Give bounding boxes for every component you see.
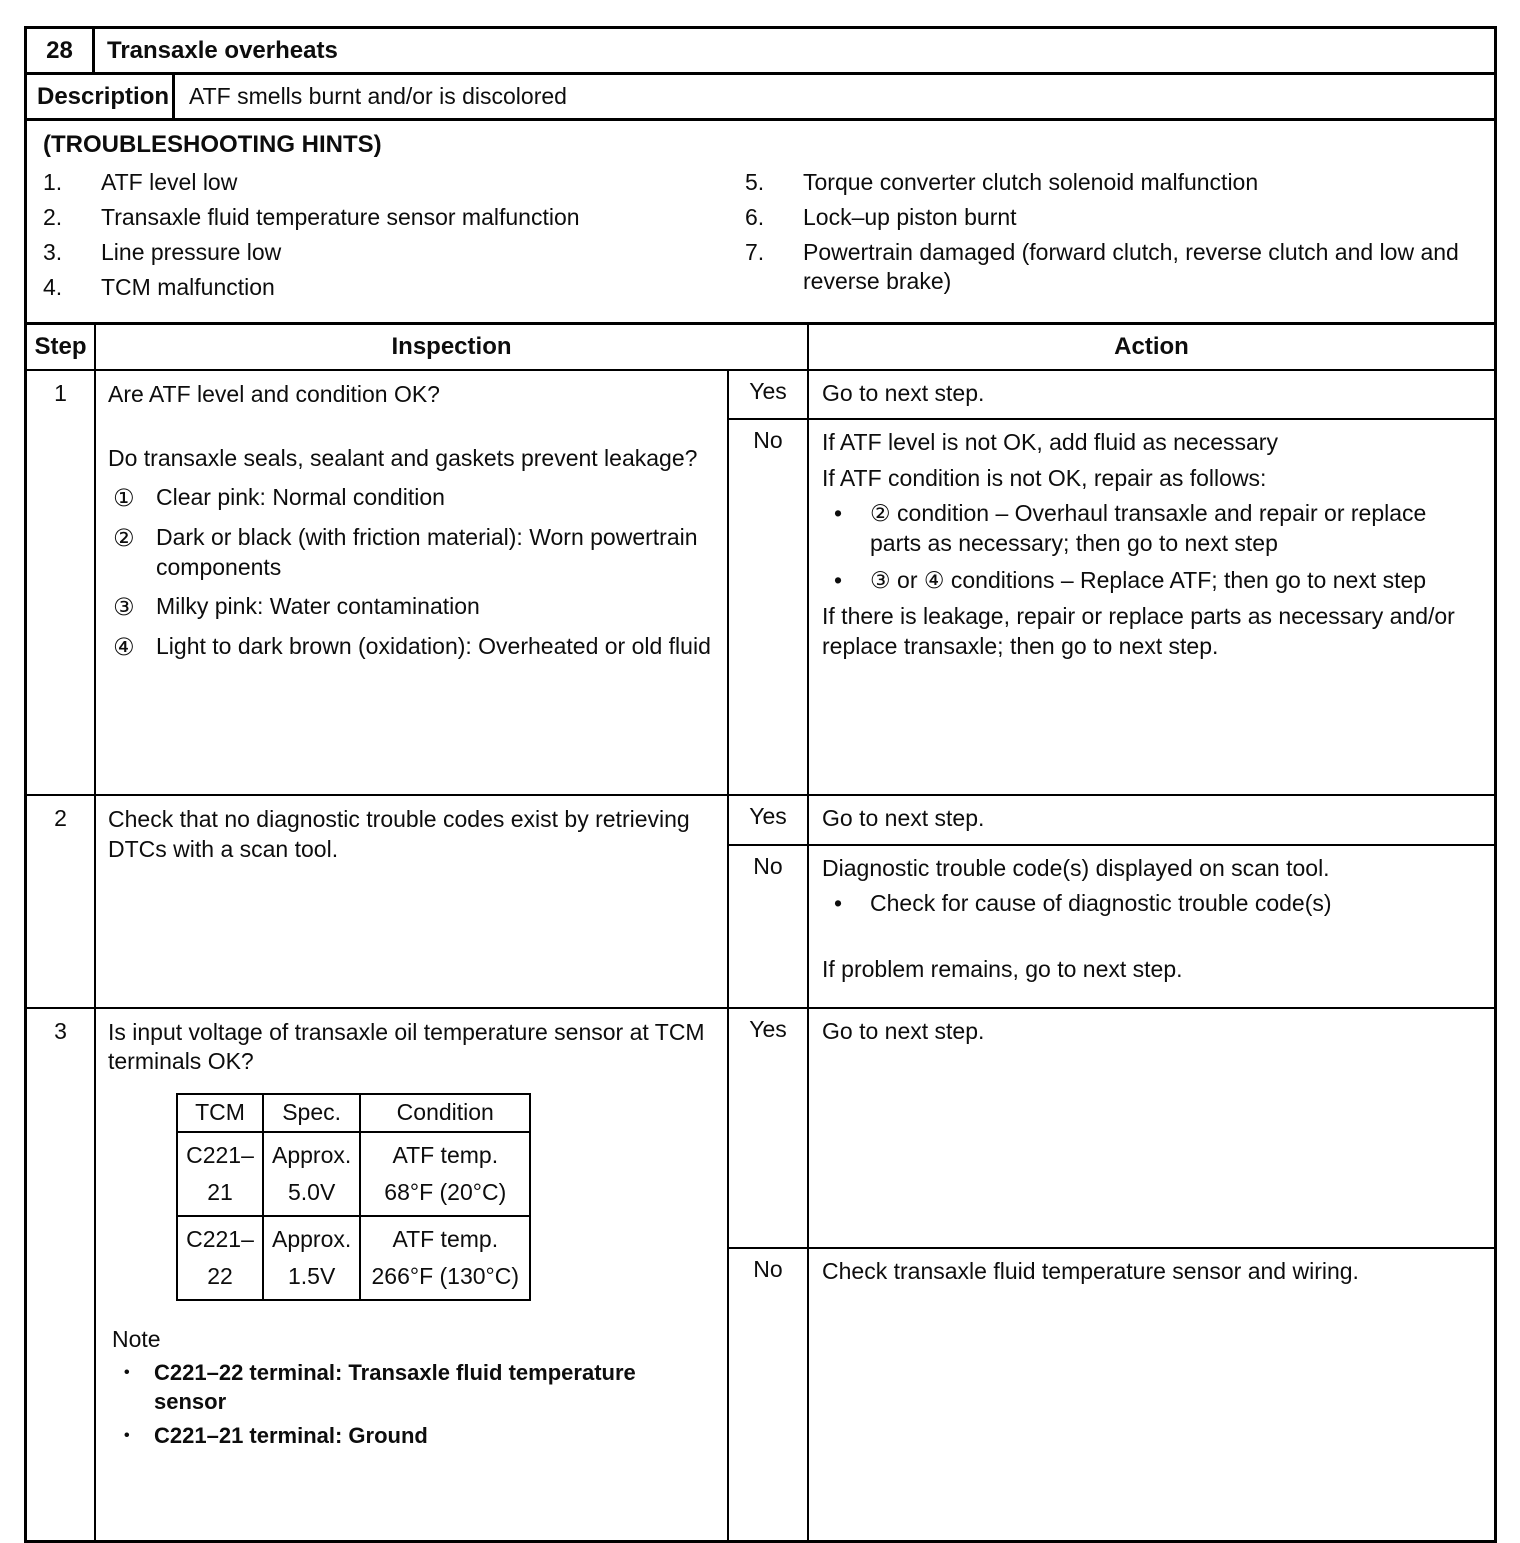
troubleshooting-hints bbox=[27, 121, 1494, 325]
hint-item bbox=[43, 168, 745, 197]
spec-cell-line: 21 bbox=[207, 1179, 233, 1206]
step3-yes-action: Go to next step. bbox=[808, 1008, 1494, 1248]
bullet-icon: • bbox=[124, 1364, 130, 1382]
col-header-inspection: Inspection bbox=[95, 325, 808, 370]
step1-question2: Do transaxle seals, sealant and gaskets prevent leakage? bbox=[108, 444, 698, 471]
hint-number: 4. bbox=[43, 273, 63, 300]
description-text: ATF smells burnt and/or is discolored bbox=[189, 83, 567, 109]
spec-cell-voltage bbox=[263, 1132, 360, 1216]
circled-2-icon: ② bbox=[113, 524, 135, 552]
step2-inspection-cell bbox=[95, 795, 728, 1007]
spec-cell-line: 266°F (130°C) bbox=[371, 1262, 520, 1289]
hint-number: 2. bbox=[43, 203, 63, 230]
step2-no-label: No bbox=[728, 845, 808, 1008]
spec-cell-terminal bbox=[177, 1216, 263, 1300]
condition-item bbox=[108, 592, 715, 623]
step1-yes-row bbox=[27, 370, 1494, 419]
note-item bbox=[124, 1359, 715, 1416]
action-line: If ATF level is not OK, add fluid as necessary bbox=[822, 429, 1278, 456]
table-header-row bbox=[27, 325, 1494, 370]
step3-yes-row bbox=[27, 1008, 1494, 1248]
hint-number: 6. bbox=[745, 203, 765, 230]
step2-yes-action: Go to next step. bbox=[808, 795, 1494, 844]
title-row bbox=[27, 29, 1494, 75]
condition-text: Dark or black (with friction material): Worn powertrain components bbox=[156, 523, 698, 580]
spec-cell-condition bbox=[360, 1132, 530, 1216]
hint-text: Line pressure low bbox=[101, 238, 282, 265]
bullet-icon: • bbox=[834, 499, 843, 526]
hint-item bbox=[43, 203, 745, 232]
hint-item bbox=[745, 238, 1480, 296]
troubleshooting-table bbox=[27, 325, 1494, 1540]
spec-cell-line: Approx. bbox=[272, 1225, 352, 1252]
step3-question: Is input voltage of transaxle oil temperature sensor at TCM terminals OK? bbox=[108, 1018, 705, 1075]
circled-4-icon: ④ bbox=[113, 633, 135, 661]
spec-cell-condition bbox=[360, 1216, 530, 1300]
step3-no-action: Check transaxle fluid temperature sensor and wiring. bbox=[808, 1248, 1494, 1540]
hint-item bbox=[43, 238, 745, 267]
spec-header-condition: Condition bbox=[360, 1094, 530, 1132]
step3-no-label: No bbox=[728, 1248, 808, 1540]
condition-text: Clear pink: Normal condition bbox=[156, 483, 445, 510]
col-header-action: Action bbox=[808, 325, 1494, 370]
step2-number: 2 bbox=[27, 795, 95, 1007]
step3-number: 3 bbox=[27, 1008, 95, 1540]
step2-question: Check that no diagnostic trouble codes exist by retrieving DTCs with a scan tool. bbox=[108, 806, 690, 863]
spec-cell-line: 22 bbox=[207, 1262, 233, 1289]
spec-row bbox=[177, 1216, 530, 1300]
bullet-text: ③ or ④ conditions – Replace ATF; then go to next step bbox=[870, 566, 1427, 593]
action-line: If there is leakage, repair or replace parts as necessary and/or replace transaxle; then go to next step. bbox=[822, 603, 1455, 660]
bullet-icon: • bbox=[834, 889, 843, 916]
action-bullet bbox=[834, 888, 1480, 918]
spec-header-row bbox=[177, 1094, 530, 1132]
step2-no-action bbox=[808, 845, 1494, 1008]
bullet-icon: • bbox=[124, 1426, 130, 1444]
action-bullet bbox=[834, 498, 1480, 559]
action-line: If ATF condition is not OK, repair as follows: bbox=[822, 464, 1267, 491]
note-text: C221–21 terminal: Ground bbox=[154, 1422, 428, 1448]
hint-number: 3. bbox=[43, 238, 63, 265]
spec-cell-line: 1.5V bbox=[287, 1262, 336, 1289]
note-block bbox=[108, 1325, 715, 1451]
case-number: 28 bbox=[27, 29, 95, 72]
hint-text: Powertrain damaged (forward clutch, reverse clutch and low and reverse brake) bbox=[803, 238, 1459, 294]
hint-item bbox=[745, 168, 1480, 197]
hint-text: Lock–up piston burnt bbox=[803, 203, 1017, 230]
hint-number: 5. bbox=[745, 169, 765, 195]
spec-header-tcm: TCM bbox=[177, 1094, 263, 1132]
spec-cell-line: Approx. bbox=[272, 1142, 352, 1169]
step1-number: 1 bbox=[27, 370, 95, 795]
spec-cell-line: C221– bbox=[186, 1225, 254, 1252]
hints-title: (TROUBLESHOOTING HINTS) bbox=[43, 131, 382, 158]
hint-text: TCM malfunction bbox=[101, 273, 275, 300]
hint-text: Torque converter clutch solenoid malfunction bbox=[803, 169, 1259, 195]
description-row bbox=[27, 75, 1494, 121]
step1-yes-action: Go to next step. bbox=[808, 370, 1494, 419]
col-header-step: Step bbox=[27, 325, 95, 370]
bullet-text: ② condition – Overhaul transaxle and repair or replace parts as necessary; then go to next step bbox=[870, 499, 1427, 557]
note-text: C221–22 terminal: Transaxle fluid temperature sensor bbox=[154, 1360, 636, 1415]
service-manual-page bbox=[24, 26, 1497, 1543]
page-title: Transaxle overheats bbox=[107, 36, 338, 64]
step1-question1: Are ATF level and condition OK? bbox=[108, 380, 440, 407]
circled-1-icon: ① bbox=[113, 484, 135, 512]
step3-inspection-cell bbox=[95, 1008, 728, 1540]
hint-text: ATF level low bbox=[101, 169, 238, 195]
note-item bbox=[124, 1422, 715, 1451]
step2-yes-row bbox=[27, 795, 1494, 844]
hint-text: Transaxle fluid temperature sensor malfunction bbox=[101, 203, 580, 230]
action-line: If problem remains, go to next step. bbox=[822, 956, 1183, 983]
condition-text: Light to dark brown (oxidation): Overheated or old fluid bbox=[156, 632, 711, 659]
step3-yes-label: Yes bbox=[728, 1008, 808, 1248]
spec-cell-terminal bbox=[177, 1132, 263, 1216]
hint-number: 1. bbox=[43, 169, 63, 195]
condition-text: Milky pink: Water contamination bbox=[156, 592, 480, 619]
circled-3-icon: ③ bbox=[113, 593, 135, 621]
step2-yes-label: Yes bbox=[728, 795, 808, 844]
spec-cell-voltage bbox=[263, 1216, 360, 1300]
condition-item bbox=[108, 523, 715, 583]
hints-columns bbox=[43, 168, 1480, 308]
spec-cell-line: C221– bbox=[186, 1142, 254, 1169]
spec-row bbox=[177, 1132, 530, 1216]
description-label: Description bbox=[27, 75, 175, 118]
tcm-spec-table bbox=[176, 1093, 531, 1300]
step1-inspection-cell bbox=[95, 370, 728, 795]
hint-item bbox=[43, 273, 745, 302]
condition-item bbox=[108, 632, 715, 663]
hint-number: 7. bbox=[745, 238, 765, 265]
spec-cell-line: 68°F (20°C) bbox=[384, 1179, 507, 1206]
spec-cell-line: ATF temp. bbox=[392, 1225, 499, 1252]
hints-column-right bbox=[745, 168, 1480, 308]
spec-header-spec: Spec. bbox=[263, 1094, 360, 1132]
step1-yes-label: Yes bbox=[728, 370, 808, 419]
bullet-icon: • bbox=[834, 566, 843, 593]
action-bullet bbox=[834, 565, 1480, 595]
hints-column-left bbox=[43, 168, 745, 308]
note-title: Note bbox=[112, 1325, 161, 1352]
hint-item bbox=[745, 203, 1480, 232]
bullet-text: Check for cause of diagnostic trouble code(s) bbox=[870, 889, 1332, 916]
step1-no-action bbox=[808, 419, 1494, 795]
step1-no-label: No bbox=[728, 419, 808, 795]
spec-cell-line: 5.0V bbox=[287, 1179, 336, 1206]
action-line: Diagnostic trouble code(s) displayed on scan tool. bbox=[822, 854, 1330, 881]
condition-item bbox=[108, 483, 715, 514]
spec-cell-line: ATF temp. bbox=[392, 1142, 499, 1169]
